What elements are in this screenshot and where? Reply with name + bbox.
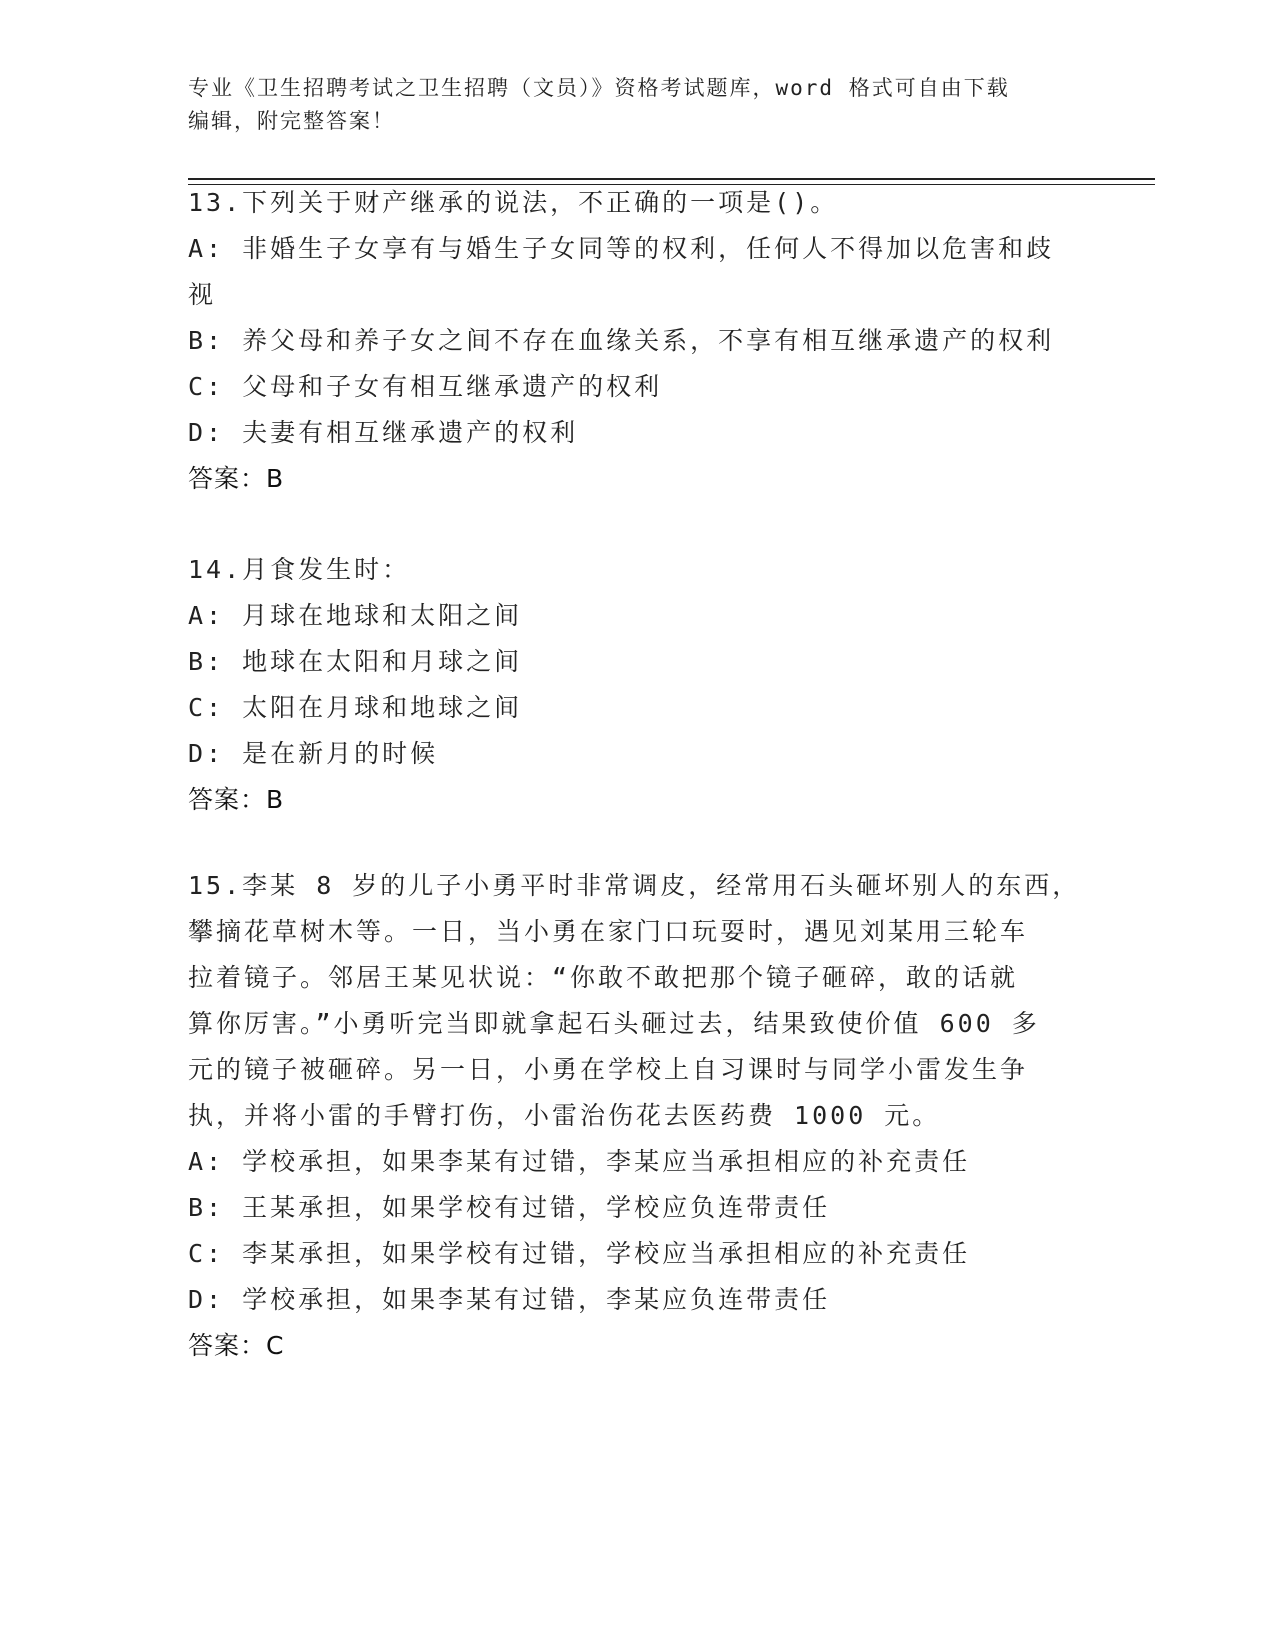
option-a: A: 学校承担，如果李某有过错，李某应当承担相应的补充责任 xyxy=(188,1147,971,1176)
question-stem-line: 攀摘花草树木等。一日，当小勇在家门口玩耍时，遇见刘某用三轮车 xyxy=(188,917,1029,946)
header-line: 编辑，附完整答案！ xyxy=(188,109,395,133)
option-d: D: 学校承担，如果李某有过错，李某应负连带责任 xyxy=(188,1285,831,1314)
option-a: A: 非婚生子女享有与婚生子女同等的权利，任何人不得加以危害和歧 xyxy=(188,234,1055,263)
question-stem: 14.月食发生时： xyxy=(188,555,411,584)
question-stem-line: 元的镜子被砸碎。另一日，小勇在学校上自习课时与同学小雷发生争 xyxy=(188,1055,1029,1084)
header-line: 专业《卫生招聘考试之卫生招聘（文员）》资格考试题库，word 格式可自由下载 xyxy=(188,76,1010,100)
question-14 xyxy=(188,547,1088,823)
question-stem-line: 算你厉害。”小勇听完当即就拿起石头砸过去，结果致使价值 600 多 xyxy=(188,1009,1040,1038)
option-c: C: 父母和子女有相互继承遗产的权利 xyxy=(188,372,663,401)
answer: 答案：C xyxy=(188,1331,285,1360)
answer: 答案：B xyxy=(188,785,285,814)
question-stem-line: 15.李某 8 岁的儿子小勇平时非常调皮，经常用石头砸坏别人的东西， xyxy=(188,871,1081,900)
option-b: B: 地球在太阳和月球之间 xyxy=(188,647,523,676)
question-stem: 13.下列关于财产继承的说法，不正确的一项是()。 xyxy=(188,188,839,217)
question-13 xyxy=(188,180,1088,502)
document-header xyxy=(188,72,1088,138)
option-d: D: 是在新月的时候 xyxy=(188,739,439,768)
option-c: C: 太阳在月球和地球之间 xyxy=(188,693,523,722)
option-b: B: 王某承担，如果学校有过错，学校应负连带责任 xyxy=(188,1193,831,1222)
option-c: C: 李某承担，如果学校有过错，学校应当承担相应的补充责任 xyxy=(188,1239,971,1268)
question-15 xyxy=(188,863,1088,1369)
answer: 答案：B xyxy=(188,464,285,493)
option-d: D: 夫妻有相互继承遗产的权利 xyxy=(188,418,579,447)
option-a-continuation: 视 xyxy=(188,280,217,309)
option-b: B: 养父母和养子女之间不存在血缘关系，不享有相互继承遗产的权利 xyxy=(188,326,1055,355)
option-a: A: 月球在地球和太阳之间 xyxy=(188,601,523,630)
question-stem-line: 执，并将小雷的手臂打伤，小雷治伤花去医药费 1000 元。 xyxy=(188,1101,941,1130)
question-stem-line: 拉着镜子。邻居王某见状说：“你敢不敢把那个镜子砸碎，敢的话就 xyxy=(188,963,1019,992)
